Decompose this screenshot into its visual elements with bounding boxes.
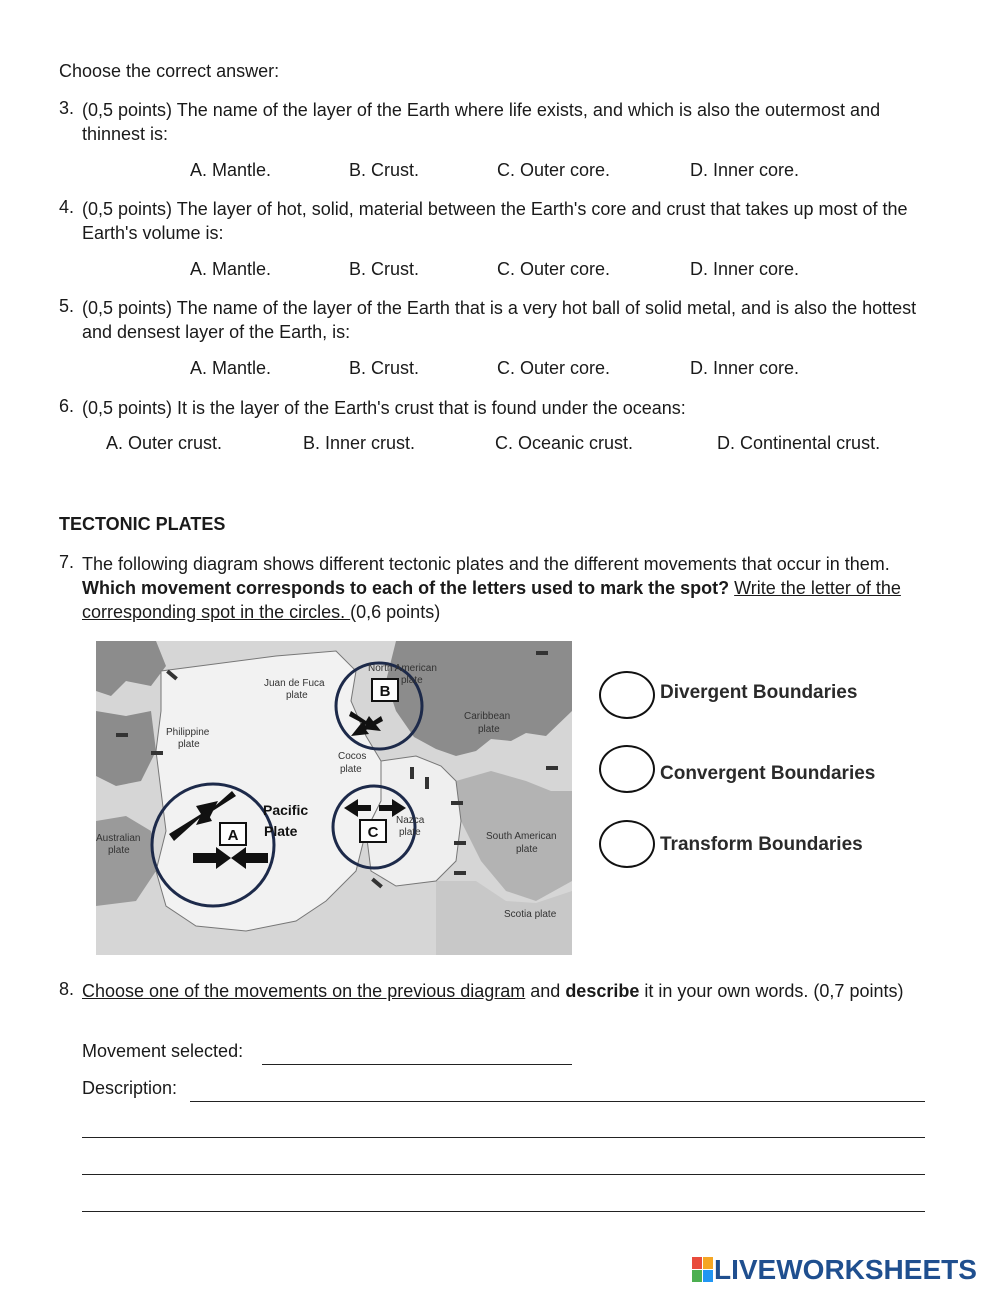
label-juan-de-fuca-plate: plate (286, 690, 308, 701)
answer-circle-convergent[interactable] (599, 745, 655, 793)
question-text (82, 552, 932, 624)
description-input-line-4[interactable] (82, 1187, 925, 1212)
movement-selected-label: Movement selected: (82, 1041, 244, 1061)
section-title: TECTONIC PLATES (59, 514, 226, 534)
logo-block-blue (703, 1270, 713, 1282)
answer-circle-transform[interactable] (599, 820, 655, 868)
marker (536, 651, 548, 655)
option-c[interactable]: C. Outer core. (497, 259, 611, 279)
question-text-underline: Choose one of the movements on the previous diagram (82, 981, 526, 1001)
question-text: (0,5 points) The name of the layer of the Earth that is a very hot ball of solid metal, and is also the hottest and densest layer of the Earth, is: (82, 298, 917, 342)
question-number: 4. (59, 197, 75, 217)
option-a[interactable]: A. Mantle. (190, 259, 272, 279)
label-caribbean-plate: plate (478, 724, 500, 735)
description-input-line-3[interactable] (82, 1150, 925, 1175)
logo-block-red (692, 1257, 702, 1269)
label-cocos: Cocos (338, 751, 367, 762)
option-a[interactable]: A. Mantle. (190, 358, 272, 378)
question-text: (0,5 points) It is the layer of the Earth's crust that is found under the oceans: (82, 398, 686, 418)
label-nazca-plate: plate (399, 827, 421, 838)
tectonic-plates-map (96, 641, 572, 955)
question-text-underline: Write the letter of the corresponding spot in the circles. (82, 578, 901, 622)
logo-text: LIVEWORKSHEETS (714, 1254, 977, 1285)
label-philippine-plate: plate (178, 739, 200, 750)
label-australian: Australian (96, 833, 141, 844)
label-north-american-plate: plate (401, 675, 423, 686)
question-number: 7. (59, 552, 75, 572)
label-pacific-plate: Plate (264, 823, 298, 839)
option-d[interactable]: D. Inner core. (690, 259, 800, 279)
question-number: 3. (59, 98, 75, 118)
answer-circle-divergent[interactable] (599, 671, 655, 719)
description-label: Description: (82, 1078, 178, 1098)
logo-block-green (692, 1270, 702, 1282)
question-text: (0,5 points) The name of the layer of the Earth where life exists, and which is also the outermost and thinnest is: (82, 100, 881, 144)
question-text-plain: The following diagram shows different tectonic plates and the different movements that occur in them. (82, 554, 890, 574)
option-d[interactable]: D. Continental crust. (717, 433, 881, 453)
option-c[interactable]: C. Outer core. (497, 160, 611, 180)
option-b[interactable]: B. Crust. (349, 160, 420, 180)
question-text (82, 979, 927, 1003)
label-philippine: Philippine (166, 727, 210, 738)
option-a[interactable]: A. Mantle. (190, 160, 272, 180)
option-c[interactable]: C. Outer core. (497, 358, 611, 378)
question-points: (0,6 points) (350, 602, 441, 622)
label-cocos-plate: plate (340, 764, 362, 775)
label-nazca: Nazca (396, 815, 425, 826)
marker-letter-b: B (379, 683, 391, 700)
question-text-and: and (525, 981, 566, 1001)
label-australian-plate: plate (108, 845, 130, 856)
question-text-bold: Which movement corresponds to each of the letters used to mark the spot? (82, 578, 730, 598)
label-caribbean: Caribbean (464, 711, 511, 722)
question-text-bold: describe (565, 981, 640, 1001)
marker (451, 801, 463, 805)
description-input-line-2[interactable] (82, 1113, 925, 1138)
marker (454, 841, 466, 845)
label-south-american: South American (486, 831, 557, 842)
marker (425, 777, 429, 789)
marker-letter-a: A (227, 827, 239, 844)
option-b[interactable]: B. Crust. (349, 259, 420, 279)
option-b[interactable]: B. Inner crust. (303, 433, 416, 453)
question-number: 6. (59, 396, 75, 416)
option-b[interactable]: B. Crust. (349, 358, 420, 378)
option-c[interactable]: C. Oceanic crust. (495, 433, 634, 453)
marker (454, 871, 466, 875)
label-transform: Transform Boundaries (660, 834, 863, 855)
label-divergent: Divergent Boundaries (660, 682, 858, 703)
option-a[interactable]: A. Outer crust. (106, 433, 223, 453)
option-d[interactable]: D. Inner core. (690, 160, 800, 180)
question-number: 8. (59, 979, 75, 999)
option-d[interactable]: D. Inner core. (690, 358, 800, 378)
label-pacific: Pacific (263, 802, 309, 818)
marker-letter-c: C (367, 824, 379, 841)
liveworksheets-logo (692, 1255, 977, 1285)
instruction-text: Choose the correct answer: (59, 61, 280, 81)
logo-icon (692, 1257, 714, 1283)
marker (116, 733, 128, 737)
marker (546, 766, 558, 770)
question-text: (0,5 points) The layer of hot, solid, material between the Earth's core and crust that takes up most of the Earth's volume is: (82, 199, 908, 243)
marker (151, 751, 163, 755)
label-juan-de-fuca: Juan de Fuca (264, 678, 325, 689)
label-south-american-plate: plate (516, 844, 538, 855)
logo-block-orange (703, 1257, 713, 1269)
movement-selected-input[interactable] (262, 1040, 572, 1065)
label-scotia: Scotia plate (504, 909, 557, 920)
label-convergent: Convergent Boundaries (660, 763, 876, 784)
question-text-rest: it in your own words. (0,7 points) (639, 981, 904, 1001)
label-north-american: North American (368, 663, 437, 674)
description-input-line-1[interactable] (190, 1077, 925, 1102)
marker (410, 767, 414, 779)
question-number: 5. (59, 296, 75, 316)
